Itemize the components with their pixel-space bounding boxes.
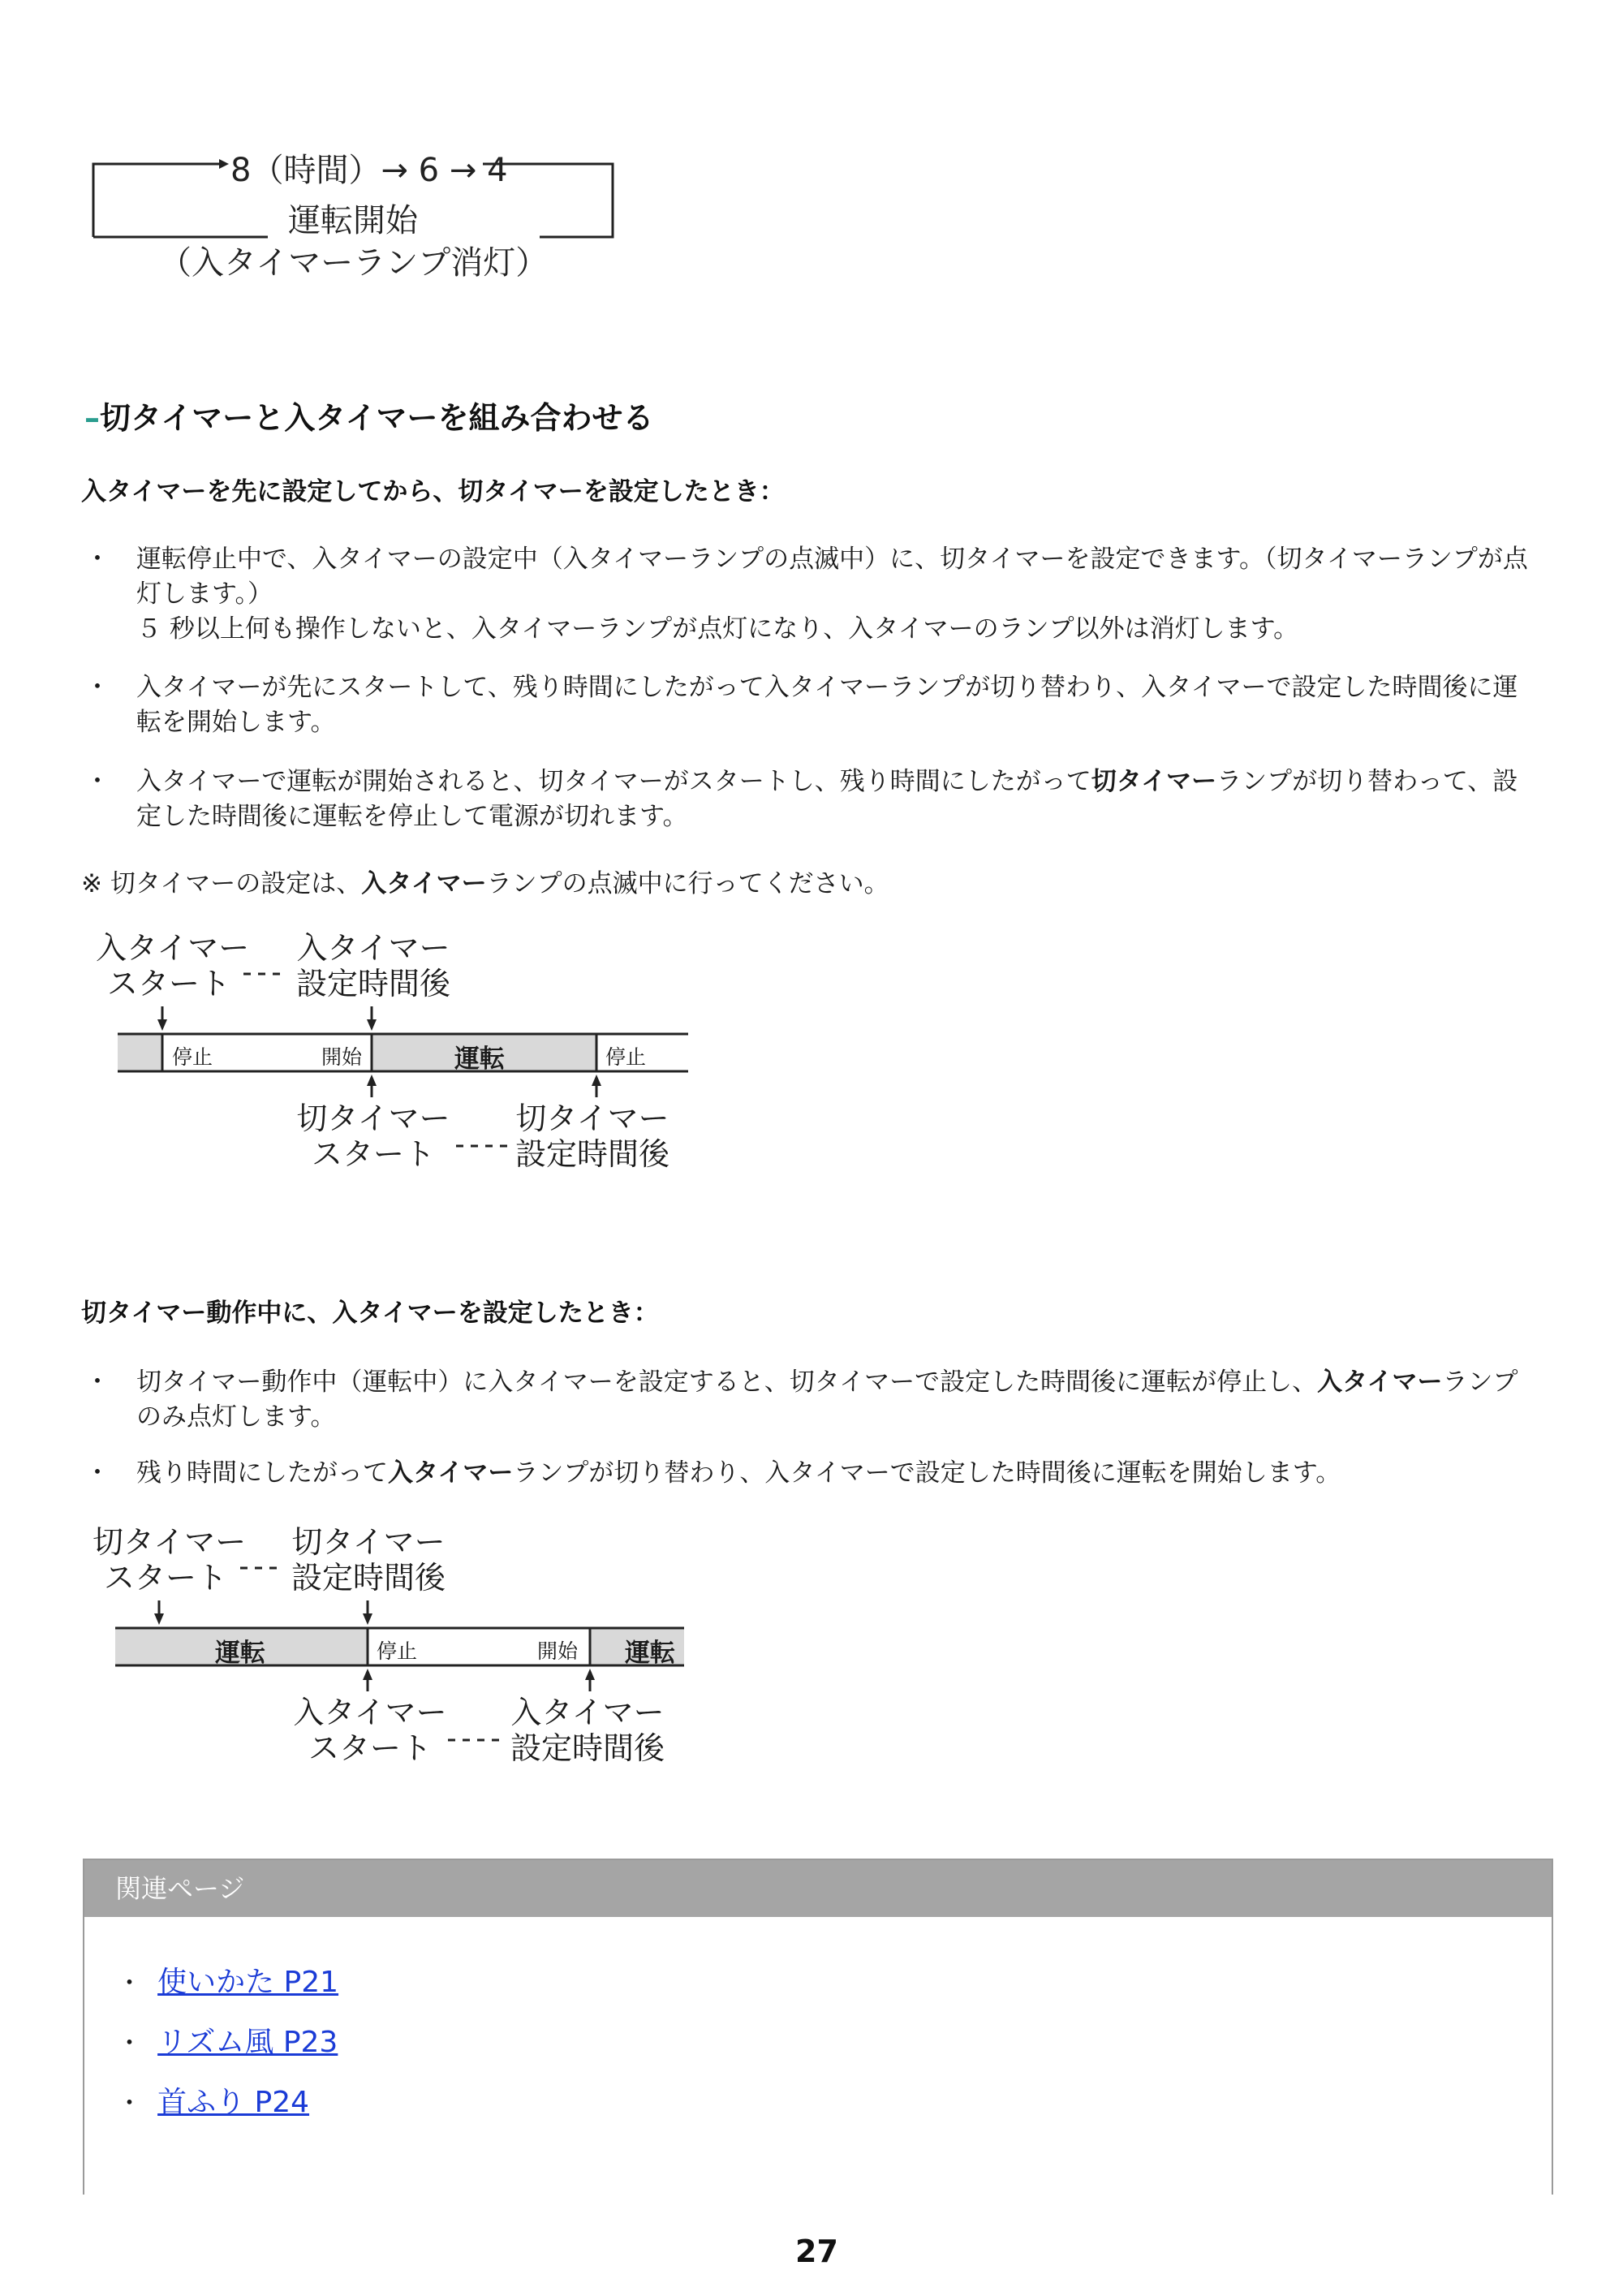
block2-bullet-list [81, 1365, 1574, 1511]
related-link-oscillation[interactable]: 首ふり P24 [157, 2086, 310, 2119]
block1-note: ※ 切タイマーの設定は、入タイマーランプの点滅中に行ってください。 [81, 869, 889, 898]
cycle-sequence: 8（時間）→ 6 → 4 [230, 152, 508, 189]
diagram2-bottom-left-label: 入タイマー スタート [293, 1695, 447, 1766]
list-item: ・ 入タイマーが先にスタートして、残り時間にしたがって入タイマーランプが切り替わり、入タイマーで設定した時間後に運 転を開始します。 [81, 670, 1574, 743]
diagram1-seg-run: 運転 [454, 1045, 505, 1074]
heading-accent-dash: – [84, 400, 100, 436]
diagram1-top-right-label: 入タイマー 設定時間後 [295, 930, 450, 1002]
block1-heading: 入タイマーを先に設定してから、切タイマーを設定したとき： [81, 477, 785, 506]
diagram1-seg-stop2: 停止 [605, 1045, 647, 1069]
diagram2-bottom-right-label: 入タイマー 設定時間後 [510, 1695, 665, 1766]
bullet-dot: ・ [84, 767, 110, 796]
diagram2-top-left-label: 切タイマー スタート [93, 1524, 247, 1596]
related-pages-header: 関連ページ [84, 1860, 1552, 1917]
diagram1-seg-stop: 停止 [172, 1045, 213, 1069]
cycle-label-lamp-off: （入タイマーランプ消灯） [159, 244, 549, 282]
list-item: ・ 切タイマー動作中（運転中）に入タイマーを設定すると、切タイマーで設定した時間後に運転が停止し、入タイマーランプ のみ点灯します。 [81, 1365, 1574, 1438]
list-item: ・ 残り時間にしたがって入タイマーランプが切り替わり、入タイマーで設定した時間後に運転を開始します。 [81, 1456, 1574, 1493]
block1-bullet-list [81, 542, 1574, 907]
list-item [117, 2079, 309, 2122]
diagram1-seg-start: 開始 [321, 1045, 363, 1069]
diagram1-top-left-label: 入タイマー スタート [96, 930, 250, 1002]
block2-heading: 切タイマー動作中に、入タイマーを設定したとき： [81, 1299, 659, 1328]
diagram2-seg-start: 開始 [537, 1639, 579, 1663]
diagram2-seg-stop: 停止 [377, 1639, 418, 1663]
bullet-dot: ・ [117, 2029, 142, 2058]
list-item: ・ 入タイマーで運転が開始されると、切タイマーがスタートし、残り時間にしたがって切タイマーランプが切り替わって、設 定した時間後に運転を停止して電源が切れます。 [81, 765, 1574, 838]
bullet-dot: ・ [117, 1969, 142, 1998]
related-link-rhythm-wind[interactable]: リズム風 P23 [157, 2026, 338, 2059]
bullet-dot: ・ [84, 673, 110, 702]
cycle-label-start: 運転開始 [288, 202, 418, 239]
diagram2-top-right-label: 切タイマー 設定時間後 [291, 1524, 446, 1596]
bullet-dot: ・ [84, 1458, 110, 1488]
related-link-usage[interactable]: 使いかた P21 [157, 1966, 339, 1999]
list-item: ・ 運転停止中で、入タイマーの設定中（入タイマーランプの点滅中）に、切タイマーを設定できます。（切タイマーランプが点 灯します。） ５ 秒以上何も操作しないと、入タイマーランプが点灯になり、入タイマーのランプ以外は消灯します。 [81, 542, 1574, 648]
diagram2-seg-run: 運転 [215, 1639, 265, 1668]
bullet-dot: ・ [84, 1368, 110, 1397]
bullet-dot: ・ [84, 545, 110, 574]
diagram1-bottom-right-label: 切タイマー 設定時間後 [514, 1101, 669, 1172]
list-item [117, 2019, 338, 2061]
diagram1-bottom-left-label: 切タイマー スタート [296, 1101, 450, 1172]
diagram2-seg-run2: 運転 [625, 1639, 675, 1668]
bullet-dot: ・ [117, 2089, 142, 2118]
related-pages-box [83, 1859, 1553, 2195]
section-title: –切タイマーと入タイマーを組み合わせる [84, 400, 654, 436]
page-number: 27 [795, 2234, 838, 2269]
diagram2-graphics [0, 1552, 730, 1747]
list-item [117, 1959, 338, 2001]
